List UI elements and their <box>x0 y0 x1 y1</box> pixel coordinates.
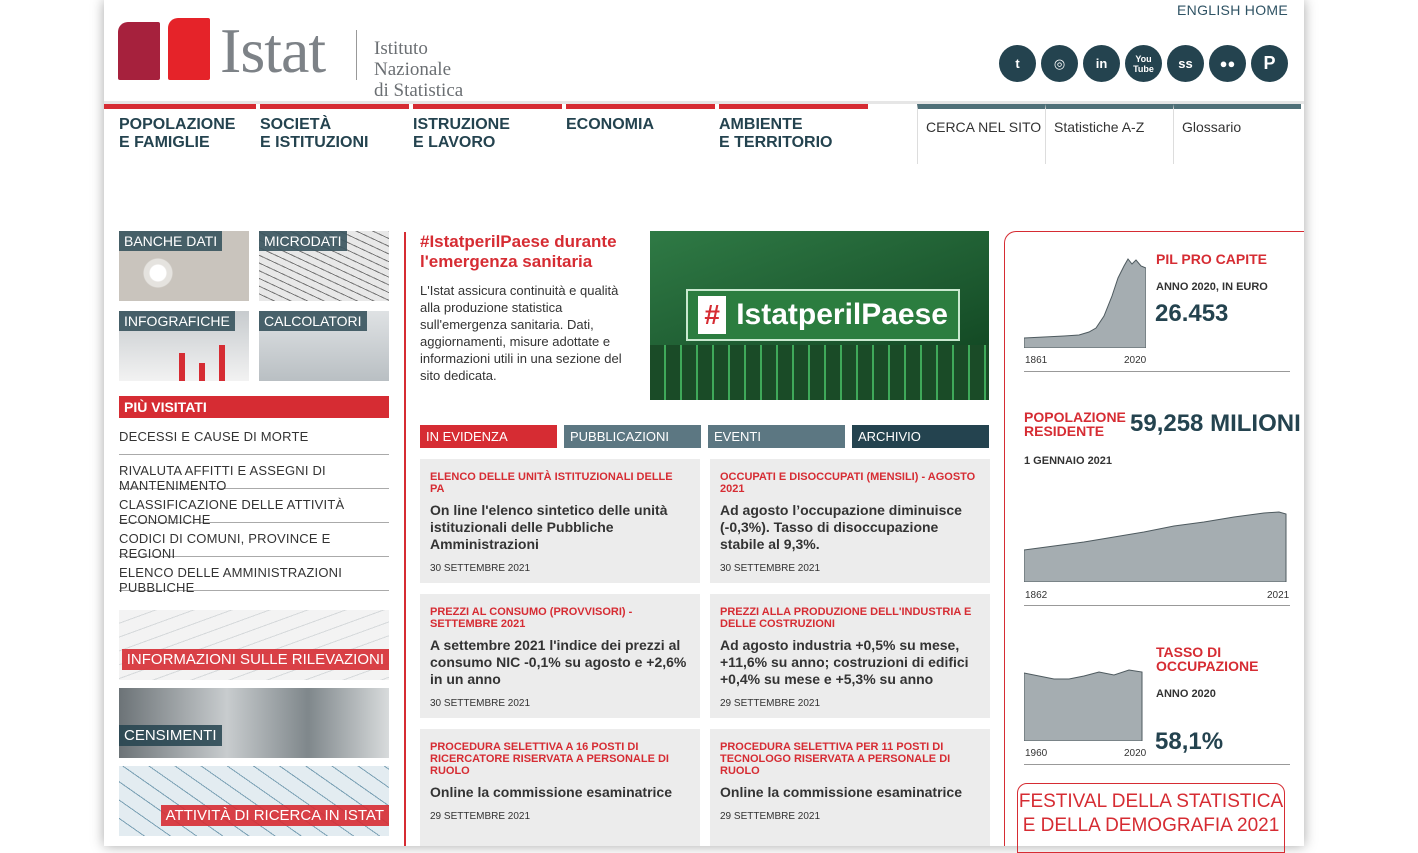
tab-pubblicazioni[interactable]: PUBBLICAZIONI <box>564 425 701 448</box>
nav-popolazione[interactable]: POPOLAZIONE E FAMIGLIE <box>104 104 256 162</box>
youtube-icon[interactable]: You Tube <box>1125 45 1162 82</box>
news-card[interactable]: PROCEDURA SELETTIVA PER 11 POSTI DI TECNOLOGO RISERVATA A PERSONALE DI RUOLO Online la commissione esaminatrice 29 SETTEMBRE 2021 <box>710 729 990 846</box>
nav-statistiche-az[interactable]: Statistiche A-Z <box>1045 104 1173 164</box>
list-item[interactable]: DECESSI E CAUSE DI MORTE <box>119 421 389 455</box>
nav-istruzione[interactable]: ISTRUZIONE E LAVORO <box>413 104 562 162</box>
logo-subtitle: Istituto Nazionale di Statistica <box>374 38 464 101</box>
logo-mark-dark <box>118 22 160 80</box>
population-value: 59,258 MILIONI <box>1130 410 1301 437</box>
list-item[interactable]: CLASSIFICAZIONE DELLE ATTIVITÀ ECONOMICHE <box>119 489 389 523</box>
most-visited-title: PIÙ VISITATI <box>119 396 389 418</box>
flickr-icon[interactable]: ●● <box>1209 45 1246 82</box>
pinterest-icon[interactable]: P <box>1251 45 1288 82</box>
instagram-icon[interactable]: ◎ <box>1041 45 1078 82</box>
news-card[interactable]: ELENCO DELLE UNITÀ ISTITUZIONALI DELLE PA On line l'elenco sintetico delle unità istituzionali delle Pubbliche Amministrazioni 30 SETTEMBRE 2021 <box>420 459 700 583</box>
tile-banche-dati[interactable]: BANCHE DATI <box>119 231 249 301</box>
list-item[interactable]: RIVALUTA AFFITTI E ASSEGNI DI MANTENIMENTO <box>119 455 389 489</box>
tile-informazioni-rilevazioni[interactable]: INFORMAZIONI SULLE RILEVAZIONI <box>119 610 389 680</box>
logo-word: Istat <box>220 15 326 86</box>
employment-value: 58,1% <box>1155 728 1224 755</box>
featured-text: L'Istat assicura continuità e qualità alla produzione statistica sull'emergenza sanitaria. Dati, aggiornamenti, misure adottate e informazioni utili in una sezione del sito dedicata. <box>420 283 622 383</box>
linkedin-icon[interactable]: in <box>1083 45 1120 82</box>
nav-glossario[interactable]: Glossario <box>1173 104 1301 164</box>
tab-eventi[interactable]: EVENTI <box>708 425 845 448</box>
gdp-value: 26.453 <box>1155 300 1229 327</box>
featured-banner: # IstatperilPaese <box>686 289 960 341</box>
news-card[interactable]: OCCUPATI E DISOCCUPATI (MENSILI) - AGOSTO 2021 Ad agosto l’occupazione diminuisce (-0,3%). Tasso di disoccupazione stabile al 9,3%. 30 SETTEMBRE 2021 <box>710 459 990 583</box>
gdp-title: PIL PRO CAPITE <box>1156 251 1267 267</box>
nav-societa[interactable]: SOCIETÀ E ISTITUZIONI <box>260 104 409 162</box>
nav-economia[interactable]: ECONOMIA <box>566 104 715 162</box>
news-card[interactable]: PROCEDURA SELETTIVA A 16 POSTI DI RICERCATORE RISERVATA A PERSONALE DI RUOLO Online la commissione esaminatrice 29 SETTEMBRE 2021 <box>420 729 700 846</box>
hash-icon: # <box>698 296 726 334</box>
tile-ricerca-istat[interactable]: ATTIVITÀ DI RICERCA IN ISTAT <box>119 766 389 836</box>
employment-title: TASSO DI OCCUPAZIONE <box>1156 644 1259 674</box>
logo-mark-red <box>168 18 210 80</box>
twitter-icon[interactable]: t <box>999 45 1036 82</box>
tile-infografiche[interactable]: INFOGRAFICHE <box>119 311 249 381</box>
slideshare-icon[interactable]: ss <box>1167 45 1204 82</box>
tile-censimenti[interactable]: CENSIMENTI <box>119 688 389 758</box>
tab-archivio[interactable]: ARCHIVIO <box>852 425 989 448</box>
featured-image[interactable] <box>650 231 989 400</box>
news-card[interactable]: PREZZI ALLA PRODUZIONE DELL'INDUSTRIA E DELLE COSTRUZIONI Ad agosto industria +0,5% su mese, +11,6% su anno; costruzioni di edifici +0,4% su mese e +5,3% su anno 29 SETTEMBRE 2021 <box>710 594 990 718</box>
page: Istat Istituto Nazionale di Statistica ENGLISH HOME t ◎ in You Tube ss ●● P POPOLAZIONE E FAMIGLIE SOCIETÀ E ISTITUZIONI ISTRUZIONE E LAVORO ECONOMIA AMBIENTE E TERRITORIO CERCA NEL SITO Statistiche A-Z Glossario BANCHE DATI MICRODATI INFOGRAFICHE CALCOLATORI PIÙ VISITATI DECESSI E CAUSE DI MORTE RIVALUTA AFFITTI E ASSEGNI DI MANTENIMENTO CLASSIFICAZIONE DELLE ATTIVITÀ ECONOMICHE CODICI DI COMUNI, PROVINCE E REGIONI ELENCO DELLE AMMINISTRAZIONI PUBBLICHE INFORMAZIONI SULLE RILEVAZIONI CENSIMENTI ATTIVITÀ DI RICERCA IN ISTAT #IstatperilPaese durante l'emergenza sanitaria L'Istat assicura continuità e qualità alla produzione statistica sull'emergenza sanitaria. Dati, aggiornamenti, misure adottate e informazioni utili in una sezione del sito dedicata. # IstatperilPaese IN EVIDENZA PUBBLICAZIONI EVENTI ARCHIVIO ELENCO DELLE UNITÀ ISTITUZIONALI DELLE PA On line l'elenco sintetico delle unità istituzionali delle Pubbliche Amministrazioni 30 SETTEMBRE 2021 OCCUPATI E DISOCCUPATI (MENSILI) - AGOSTO 2021 Ad agosto l’occupazione diminuisce (-0,3%). Tasso di disoccupazione stabile al 9,3%. 30 SETTEMBRE 2021 PREZZI AL CONSUMO (PROVVISORI) - SETTEMBRE 2021 A settembre 2021 l'indice dei prezzi al consumo NIC -0,1% su agosto e +2,6% in un anno 30 SETTEMBRE 2021 PREZZI ALLA PRODUZIONE DELL'INDUSTRIA E DELLE COSTRUZIONI Ad agosto industria +0,5% su mese, +11,6% su anno; costruzioni di edifici +0,4% su mese e +5,3% su anno 29 SETTEMBRE 2021 PROCEDURA SELETTIVA A 16 POSTI DI RICERCATORE RISERVATA A PERSONALE DI RUOLO Online la commissione esaminatrice 29 SETTEMBRE 2021 PROCEDURA SELETTIVA PER 11 POSTI DI TECNOLOGO RISERVATA A PERSONALE DI RUOLO Online la commissione esaminatrice 29 SETTEMBRE 2021 1861 2020 PIL PRO CAPITE ANNO 2020, IN EURO 26.453 POPOLAZIONE RESIDENTE 59,258 MILIONI 1 GENNAIO 2021 1862 2021 1960 2020 TASSO DI OCCUPAZIONE ANNO 2020 58,1% FESTIVAL DELLA STATISTICA E DELLA DEMOGRAFIA 2021 <box>104 0 1304 846</box>
nav-ambiente[interactable]: AMBIENTE E TERRITORIO <box>719 104 868 162</box>
featured-title[interactable]: #IstatperilPaese durante l'emergenza sanitaria <box>420 232 617 271</box>
list-item[interactable]: CODICI DI COMUNI, PROVINCE E REGIONI <box>119 523 389 557</box>
english-home-link[interactable]: ENGLISH HOME <box>1177 2 1288 18</box>
festival-banner[interactable]: FESTIVAL DELLA STATISTICA E DELLA DEMOGRAFIA 2021 <box>1017 783 1285 853</box>
news-tabs <box>420 425 990 448</box>
nav-search[interactable]: CERCA NEL SITO <box>917 104 1045 164</box>
tab-in-evidenza[interactable]: IN EVIDENZA <box>420 425 557 448</box>
tile-microdati[interactable]: MICRODATI <box>259 231 389 301</box>
population-sparkline[interactable] <box>1024 508 1288 582</box>
population-title: POPOLAZIONE RESIDENTE <box>1024 409 1126 439</box>
social-icons <box>999 45 1288 82</box>
most-visited-list <box>119 421 389 595</box>
gdp-sparkline[interactable] <box>1024 256 1146 348</box>
employment-sparkline[interactable] <box>1024 667 1144 741</box>
news-card[interactable]: PREZZI AL CONSUMO (PROVVISORI) - SETTEMBRE 2021 A settembre 2021 l'indice dei prezzi al consumo NIC -0,1% su agosto e +2,6% in un anno 30 SETTEMBRE 2021 <box>420 594 700 718</box>
istat-logo[interactable] <box>118 15 498 101</box>
list-item[interactable]: ELENCO DELLE AMMINISTRAZIONI PUBBLICHE <box>119 557 389 591</box>
tile-calcolatori[interactable]: CALCOLATORI <box>259 311 389 381</box>
